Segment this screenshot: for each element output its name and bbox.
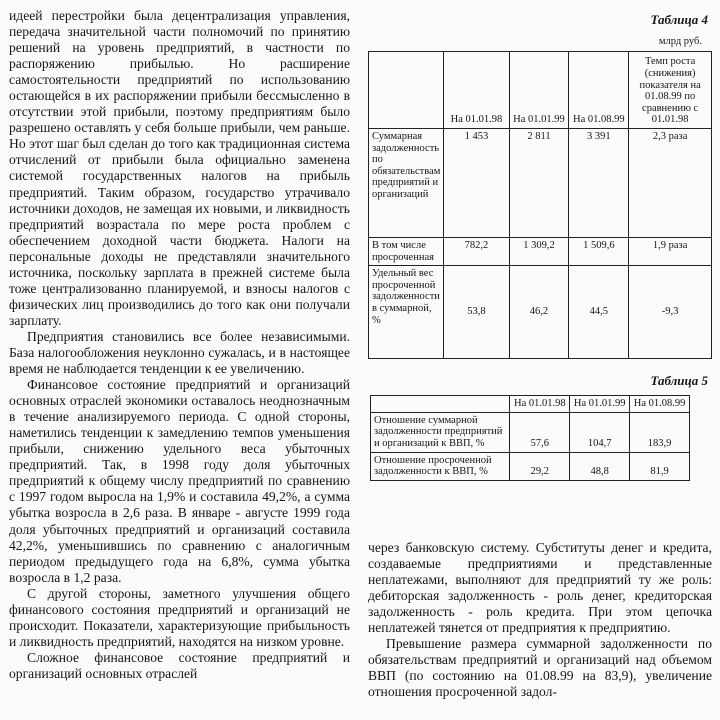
table-header-cell: Темп роста (снижения) показателя на 01.08.99 по сравнению с 01.01.98: [629, 52, 712, 129]
table-row: [371, 452, 690, 480]
table-cell: 782,2: [444, 238, 509, 266]
left-column-text: [9, 8, 350, 682]
table-header-cell: На 01.01.98: [444, 52, 509, 129]
paragraph: Предприятия становились все более независимыми. База налогообложения неуклонно сужалась, и в настоящее время не наблюдается тенденции к ее увеличению.: [9, 328, 350, 377]
table-cell: 44,5: [569, 266, 629, 359]
table-header-cell: На 01.08.99: [630, 396, 690, 413]
paragraph: Финансовое состояние предприятий и организаций основных отраслей экономики оставалось неоднозначным в течение анализируемого периода. С одной стороны, наметились тенденции к замедлению темпов уменьшения прибыли, снижению удельного веса убыточных предприятий. Так, в 1998 году доля убыточных предприятий к общему числу предприятий по сравнению с 1997 годом выросла на 1,9% и составила 49,2%, а сумма убытка возросла в 2,6 раза. В январе - августе 1999 года доля убыточных предприятий и организаций составила 42,2%, уменьшившись по сравнению с аналогичным периодом предыдущего года на 6,8%, сумма убытка возросла в 1,2 раза.: [9, 377, 350, 585]
paragraph: Превышение размера суммарной задолженности по обязательствам предприятий и организаций над объемом ВВП (по состоянию на 01.08.99 на 83,9), увеличение отношения просроченной задол-: [368, 636, 712, 700]
paragraph: С другой стороны, заметного улучшения общего финансового состояния предприятий и организаций не происходит. Показатели, характеризующие прибыльность и ликвидность предприятий, находятся на низком уровне.: [9, 585, 350, 649]
table-row: [369, 266, 712, 359]
table-header-cell: На 01.01.99: [509, 52, 569, 129]
table-cell: -9,3: [629, 266, 712, 359]
table-cell: 2 811: [509, 129, 569, 238]
table-cell: Отношение суммарной задолженности предприятий и организаций к ВВП, %: [371, 412, 510, 452]
paragraph: идеей перестройки была децентрализация управления, передача значительной части полномочий по принятию решений на уровень предприятий, в частности по распоряжению прибылью. Но расширение самостоятельности предприятий по использованию остающейся в их распоряжении прибыли бессмысленно в отсутствии этой прибыли, поэтому предприятиям было разрешено оставлять у себя больше прибыли, чем раньше. Но этот шаг был сделан до того как традиционная система отчислений от прибыли была официально заменена системой государственных налогов на прибыль предприятий. Таким образом, государство утрачивало источники доходов, не замещая их новыми, и ликвидность предприятий возрастала по мере роста проблем с обеспечением доходной части бюджета. Налоги на персональные доходы не представляли значительного источника, поскольку зарплата в прежней системе была тоже централизованно планируемой, и взносы налогов с физических лиц производились до того как они получали зарплату.: [9, 8, 350, 328]
table-cell: 183,9: [630, 412, 690, 452]
table-row: [369, 129, 712, 238]
table-header-cell: На 01.08.99: [569, 52, 629, 129]
table4: [368, 51, 712, 359]
table-header-cell: [371, 396, 510, 413]
table-cell: 1 309,2: [509, 238, 569, 266]
table-header-cell: На 01.01.98: [510, 396, 570, 413]
table-cell: 53,8: [444, 266, 509, 359]
table-row: [371, 412, 690, 452]
table-header-row: [371, 396, 690, 413]
table-cell: 57,6: [510, 412, 570, 452]
paragraph: Сложное финансовое состояние предприятий и организаций основных отраслей: [9, 649, 350, 681]
table5-caption: Таблица 5: [650, 373, 708, 389]
right-column-tables: [368, 8, 712, 481]
table-cell: 104,7: [570, 412, 630, 452]
table-header-cell: [369, 52, 444, 129]
table-cell: 29,2: [510, 452, 570, 480]
table-row: [369, 238, 712, 266]
table-cell: 2,3 раза: [629, 129, 712, 238]
paragraph: через банковскую систему. Субституты денег и кредита, создаваемые предприятиями и представленные неплатежами, выполняют для предприятий ту же роль: дебиторская задолженность - роль денег, кредиторская задолженность - роль кредита. При этом цепочка неплатежей тянется от предприятия к предприятию.: [368, 540, 712, 636]
table-cell: 1,9 раза: [629, 238, 712, 266]
table-cell: Удельный вес просроченной задолженности в суммарной, %: [369, 266, 444, 359]
table-cell: 46,2: [509, 266, 569, 359]
table-cell: 1 453: [444, 129, 509, 238]
table4-unit: млрд руб.: [658, 36, 702, 47]
table5: [370, 395, 690, 481]
table-cell: 48,8: [570, 452, 630, 480]
table-cell: Отношение просроченной задолженности к ВВП, %: [371, 452, 510, 480]
right-column-text: [368, 540, 712, 700]
table-cell: 81,9: [630, 452, 690, 480]
table-cell: 1 509,6: [569, 238, 629, 266]
table-cell: В том числе просроченная: [369, 238, 444, 266]
table-cell: 3 391: [569, 129, 629, 238]
table-header-row: [369, 52, 712, 129]
table-cell: Суммарная задолженность по обязательствам предприятий и организаций: [369, 129, 444, 238]
table-header-cell: На 01.01.99: [570, 396, 630, 413]
table4-caption: Таблица 4: [650, 12, 708, 27]
